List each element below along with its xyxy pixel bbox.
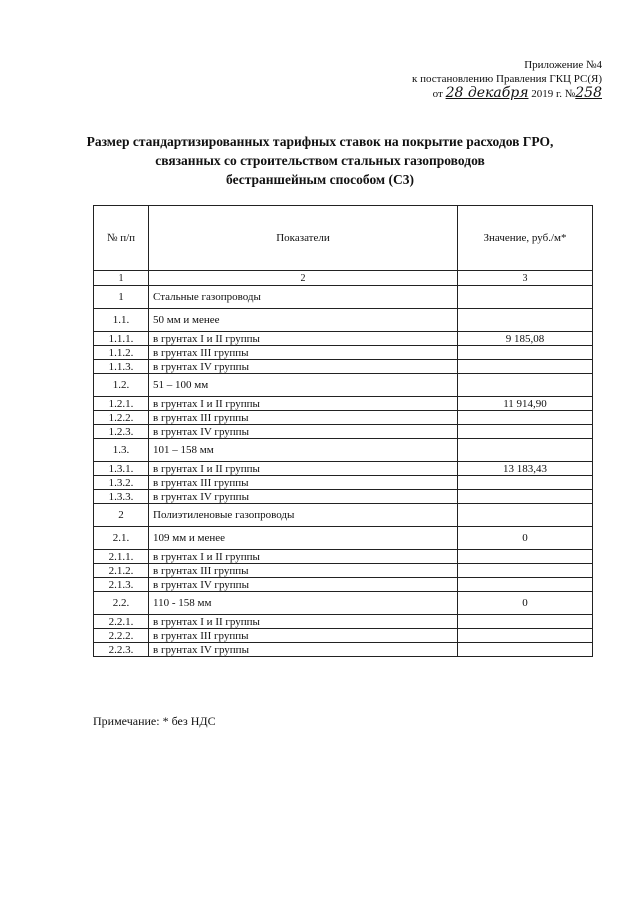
row-value xyxy=(458,411,593,425)
appendix-title: Приложение №4 xyxy=(524,59,602,71)
row-label: в грунтах III группы xyxy=(149,629,458,643)
row-label: в грунтах III группы xyxy=(149,346,458,360)
row-label: в грунтах IV группы xyxy=(149,490,458,504)
table-row xyxy=(94,592,593,615)
tariff-table xyxy=(93,205,593,657)
row-number: 1.1. xyxy=(94,309,149,332)
header-value: Значение, руб./м* xyxy=(458,206,593,271)
row-value xyxy=(458,490,593,504)
row-label: в грунтах IV группы xyxy=(149,360,458,374)
row-number: 1.2.1. xyxy=(94,397,149,411)
row-value xyxy=(458,374,593,397)
row-label: 110 - 158 мм xyxy=(149,592,458,615)
table-row xyxy=(94,411,593,425)
row-number: 1.2. xyxy=(94,374,149,397)
row-value xyxy=(458,309,593,332)
table-row xyxy=(94,578,593,592)
row-value xyxy=(458,578,593,592)
row-number: 2.1.1. xyxy=(94,550,149,564)
table-row xyxy=(94,286,593,309)
row-number: 2.2.2. xyxy=(94,629,149,643)
row-number: 2.2. xyxy=(94,592,149,615)
row-label: в грунтах III группы xyxy=(149,476,458,490)
appendix-date-prefix: от xyxy=(432,88,443,100)
row-value: 0 xyxy=(458,527,593,550)
row-value: 13 183,43 xyxy=(458,462,593,476)
table-row xyxy=(94,629,593,643)
row-label: в грунтах IV группы xyxy=(149,643,458,657)
column-number-3: 3 xyxy=(458,271,593,286)
table-row xyxy=(94,397,593,411)
table-row xyxy=(94,425,593,439)
row-value xyxy=(458,286,593,309)
row-value xyxy=(458,504,593,527)
row-number: 1.2.3. xyxy=(94,425,149,439)
row-value xyxy=(458,629,593,643)
row-number: 1 xyxy=(94,286,149,309)
table-row xyxy=(94,439,593,462)
table-row xyxy=(94,490,593,504)
row-label: в грунтах I и II группы xyxy=(149,550,458,564)
header-row xyxy=(94,206,593,271)
table-row xyxy=(94,309,593,332)
row-label: 109 мм и менее xyxy=(149,527,458,550)
table-row xyxy=(94,550,593,564)
column-numbers-row xyxy=(94,271,593,286)
row-value: 0 xyxy=(458,592,593,615)
table-row xyxy=(94,332,593,346)
row-label: в грунтах III группы xyxy=(149,411,458,425)
column-number-1: 1 xyxy=(94,271,149,286)
table-row xyxy=(94,346,593,360)
handwritten-date: 28 декабря xyxy=(445,85,529,101)
row-label: в грунтах I и II группы xyxy=(149,397,458,411)
row-label: в грунтах IV группы xyxy=(149,578,458,592)
handwritten-number: 258 xyxy=(575,85,602,101)
row-value xyxy=(458,476,593,490)
table-row xyxy=(94,462,593,476)
row-number: 2.1. xyxy=(94,527,149,550)
appendix-year: 2019 г. № xyxy=(531,88,576,100)
row-number: 2 xyxy=(94,504,149,527)
row-label: Полиэтиленовые газопроводы xyxy=(149,504,458,527)
row-number: 1.3.2. xyxy=(94,476,149,490)
table-row xyxy=(94,360,593,374)
table-row xyxy=(94,527,593,550)
row-number: 1.1.1. xyxy=(94,332,149,346)
row-number: 2.2.3. xyxy=(94,643,149,657)
row-value: 11 914,90 xyxy=(458,397,593,411)
row-label: в грунтах I и II группы xyxy=(149,332,458,346)
appendix-header xyxy=(412,58,602,101)
row-label: в грунтах I и II группы xyxy=(149,615,458,629)
row-number: 1.3. xyxy=(94,439,149,462)
title-line-2: связанных со строительством стальных газопроводов xyxy=(155,153,485,168)
row-value: 9 185,08 xyxy=(458,332,593,346)
title-line-3: бестраншейным способом (С3) xyxy=(226,172,414,187)
column-number-2: 2 xyxy=(149,271,458,286)
row-number: 1.3.3. xyxy=(94,490,149,504)
row-number: 1.3.1. xyxy=(94,462,149,476)
table-row xyxy=(94,374,593,397)
row-label: в грунтах III группы xyxy=(149,564,458,578)
row-number: 2.1.3. xyxy=(94,578,149,592)
row-label: в грунтах I и II группы xyxy=(149,462,458,476)
table-row xyxy=(94,615,593,629)
row-label: Стальные газопроводы xyxy=(149,286,458,309)
row-label: в грунтах IV группы xyxy=(149,425,458,439)
row-value xyxy=(458,439,593,462)
appendix-decree: к постановлению Правления ГКЦ РС(Я) xyxy=(412,73,602,85)
row-label: 50 мм и менее xyxy=(149,309,458,332)
table-row xyxy=(94,476,593,490)
row-label: 51 – 100 мм xyxy=(149,374,458,397)
row-value xyxy=(458,615,593,629)
table-row xyxy=(94,643,593,657)
footnote: Примечание: * без НДС xyxy=(93,714,216,728)
row-number: 1.2.2. xyxy=(94,411,149,425)
table-row xyxy=(94,504,593,527)
document-title xyxy=(0,132,640,189)
header-indicators: Показатели xyxy=(149,206,458,271)
row-number: 1.1.3. xyxy=(94,360,149,374)
row-value xyxy=(458,643,593,657)
row-number: 1.1.2. xyxy=(94,346,149,360)
appendix-date-line xyxy=(412,86,602,101)
row-value xyxy=(458,360,593,374)
row-number: 2.2.1. xyxy=(94,615,149,629)
row-number: 2.1.2. xyxy=(94,564,149,578)
row-value xyxy=(458,564,593,578)
header-number: № п/п xyxy=(94,206,149,271)
row-value xyxy=(458,346,593,360)
row-label: 101 – 158 мм xyxy=(149,439,458,462)
row-value xyxy=(458,425,593,439)
row-value xyxy=(458,550,593,564)
table-row xyxy=(94,564,593,578)
title-line-1: Размер стандартизированных тарифных ставок на покрытие расходов ГРО, xyxy=(86,134,554,149)
